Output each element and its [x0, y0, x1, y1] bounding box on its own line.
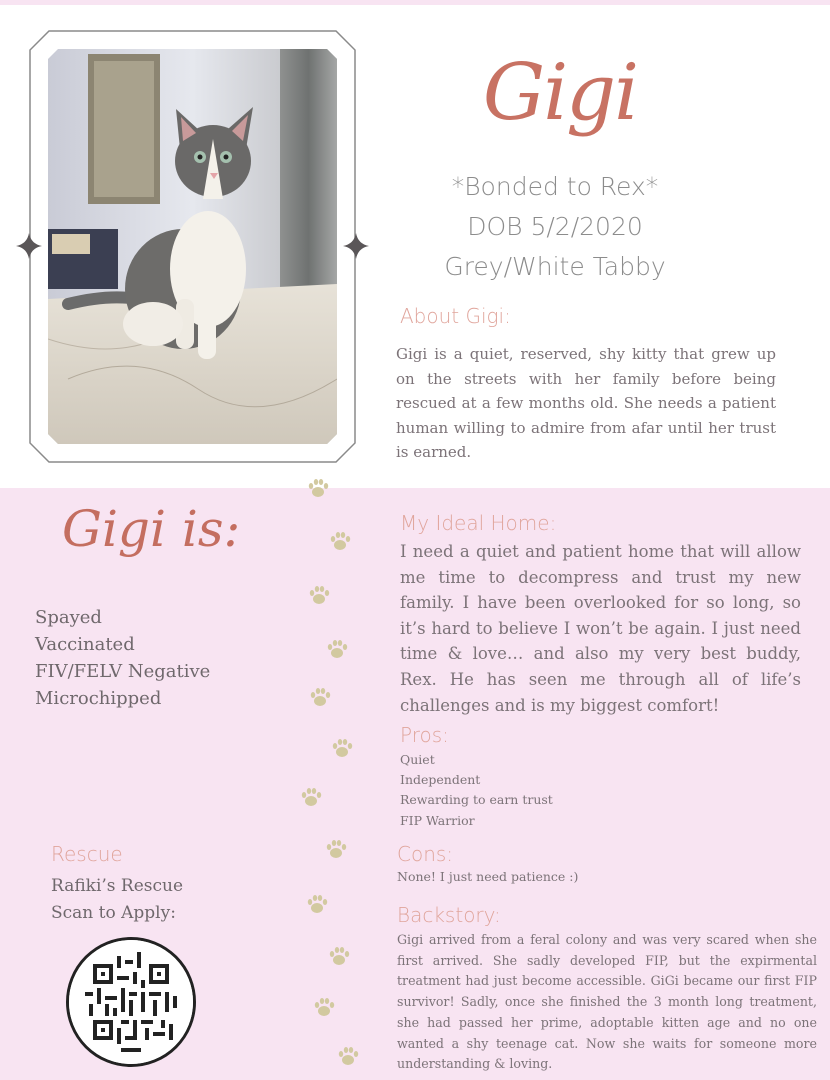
paw-print-icon — [337, 1045, 359, 1067]
date-of-birth: DOB 5/2/2020 — [467, 212, 643, 241]
scan-to-apply-label: Scan to Apply: — [51, 903, 176, 923]
paw-print-icon — [331, 737, 353, 759]
pros-item: Independent — [400, 772, 481, 788]
about-text: Gigi is a quiet, reserved, shy kitty that grew up on the streets with her family before being rescued at a few months old. She needs a patient human willing to admire from afar until her trust is earned. — [396, 345, 776, 462]
paw-print-icon — [306, 893, 328, 915]
ideal-home-heading: My Ideal Home: — [400, 511, 557, 535]
gigi-is-item: Vaccinated — [35, 634, 135, 655]
cat-name-title: Gigi — [482, 48, 638, 138]
paw-print-icon — [307, 477, 329, 499]
about-heading: About Gigi: — [400, 304, 511, 328]
pros-item: Rewarding to earn trust — [400, 792, 553, 808]
cons-text: None! I just need patience :) — [397, 869, 579, 884]
rescue-heading: Rescue — [51, 842, 123, 866]
pros-list — [400, 750, 553, 831]
photo-frame — [29, 30, 356, 463]
paw-print-icon — [300, 786, 322, 808]
pros-heading: Pros: — [400, 723, 449, 747]
pros-item: FIP Warrior — [400, 812, 475, 828]
gigi-is-heading: Gigi is: — [62, 500, 241, 558]
gigi-is-item: Spayed — [35, 607, 102, 628]
paw-print-icon — [313, 996, 335, 1018]
pros-item: Quiet — [400, 752, 435, 767]
sparkle-right-icon — [343, 233, 369, 259]
rescue-name: Rafiki’s Rescue — [51, 876, 184, 896]
paw-print-icon — [328, 945, 350, 967]
paw-print-icon — [329, 530, 351, 552]
coat-description: Grey/White Tabby — [444, 252, 666, 281]
cat-photo — [48, 49, 337, 444]
backstory-text: Gigi arrived from a feral colony and was very scared when she first arrived. She sadly developed FIP, but the expirmental treatment had just become accessible. GiGi became our first FIP survivor! Sadly, once she finished the 3 month long treatment, she had passed her prime, adoptable kitten age and no one wanted a shy teenage cat. Now she waits for someone more understanding & loving. — [397, 932, 817, 1072]
paw-print-icon — [309, 686, 331, 708]
paw-print-icon — [326, 638, 348, 660]
ideal-home-text: I need a quiet and patient home that will allow me time to decompress and trust my new family. I have been overlooked for so long, so it’s hard to believe I won’t be again. I just need time & love… and also my very best buddy, Rex. He has seen me through all of life’s challenges and is my biggest comfort! — [400, 542, 801, 715]
paw-print-icon — [325, 838, 347, 860]
paw-print-icon — [308, 584, 330, 606]
sparkle-left-icon — [16, 233, 42, 259]
gigi-is-item: FIV/FELV Negative — [35, 661, 211, 682]
apply-qr-code[interactable] — [66, 937, 196, 1067]
gigi-is-list — [35, 604, 210, 712]
gigi-is-item: Microchipped — [35, 688, 162, 709]
bonded-note: *Bonded to Rex* — [451, 172, 659, 201]
backstory-heading: Backstory: — [397, 903, 501, 927]
cons-heading: Cons: — [397, 842, 454, 866]
